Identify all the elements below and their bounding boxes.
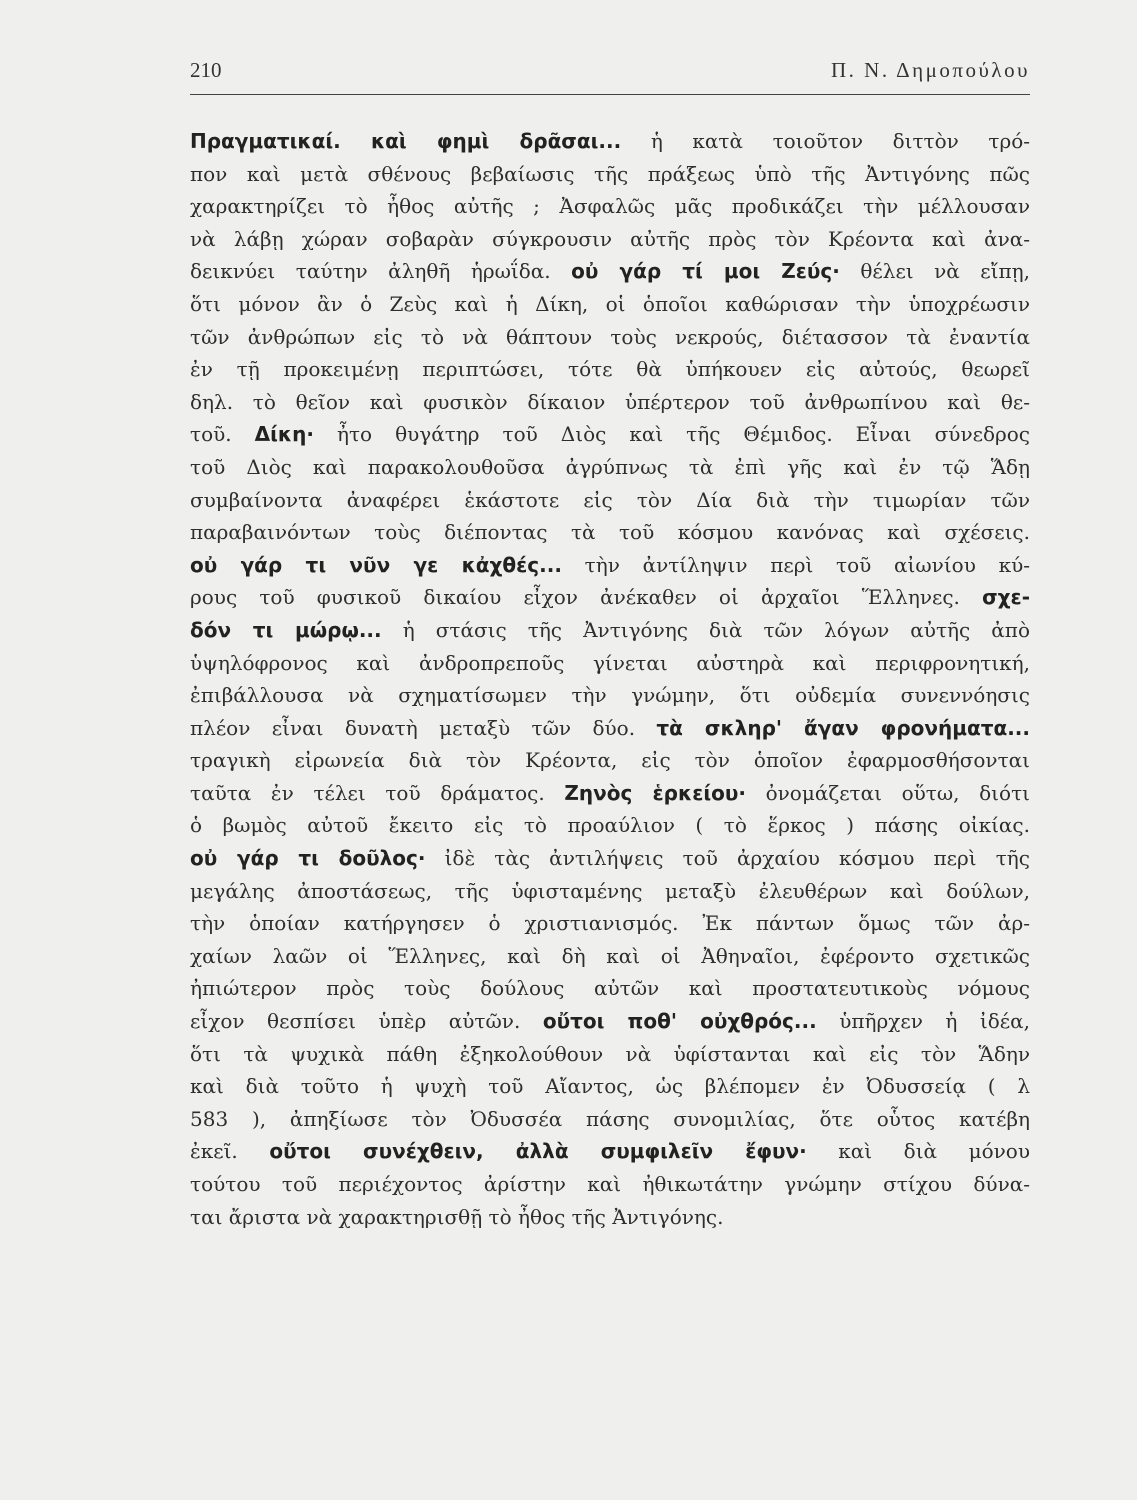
- text-line: [190, 549, 1030, 582]
- commentary-text: τούτου τοῦ περιέχοντος ἀρίστην καὶ ἠθικωτάτην γνώμην στίχου δύνα-: [190, 1172, 1030, 1196]
- commentary-text: μεγάλης ἀποστάσεως, τῆς ὑφισταμένης μεταξὺ ἐλευθέρων καὶ δούλων,: [190, 878, 1030, 903]
- text-line: [190, 581, 1030, 614]
- text-line: [190, 777, 1030, 810]
- lemma-bold: σχε-: [982, 585, 1030, 610]
- text-line: [190, 1070, 1030, 1103]
- text-line: [190, 842, 1030, 875]
- commentary-text: ὅτι μόνον ἂν ὁ Ζεὺς καὶ ἡ Δίκη, οἱ ὁποῖοι καθώρισαν τὴν ὑποχρέωσιν: [190, 291, 1030, 316]
- text-line: [190, 451, 1030, 484]
- commentary-text: ἐν τῇ προκειμένῃ περιπτώσει, τότε θὰ ὑπήκουεν εἰς αὐτούς, θεωρεῖ: [190, 357, 1030, 382]
- text-line: [190, 1201, 1030, 1234]
- commentary-text: ρους τοῦ φυσικοῦ δικαίου εἶχον ἀνέκαθεν οἱ ἀρχαῖοι Ἕλληνες.: [190, 585, 983, 610]
- text-line: [190, 1135, 1030, 1168]
- commentary-text: τῶν ἀνθρώπων εἰς τὸ νὰ θάπτουν τοὺς νεκρούς, διέτασσον τὰ ἐναντία: [190, 324, 1030, 349]
- commentary-text: πον καὶ μετὰ σθένους βεβαίωσις τῆς πράξεως ὑπὸ τῆς Ἀντιγόνης πῶς: [190, 161, 1030, 186]
- header-rule: [190, 94, 1030, 95]
- lemma-bold: Ζηνὸς ἑρκείου·: [564, 780, 746, 805]
- commentary-text: καὶ διὰ μόνου: [806, 1139, 1030, 1164]
- text-line: [190, 386, 1030, 419]
- text-line: [190, 353, 1030, 386]
- commentary-text: ὁ βωμὸς αὐτοῦ ἔκειτο εἰς τὸ προαύλιον ( τὸ ἕρκος ) πάσης οἰκίας.: [190, 813, 1030, 838]
- commentary-text: ἐκεῖ.: [190, 1139, 270, 1164]
- commentary-text: ἡ στάσις τῆς Ἀντιγόνης διὰ τῶν λόγων αὐτῆς ἀπὸ: [381, 617, 1030, 642]
- text-line: [190, 125, 1030, 158]
- page-header: [190, 58, 1030, 90]
- lemma-bold: οὐ γάρ τί μοι Ζεύς·: [571, 259, 840, 284]
- commentary-text: 583 ), ἀπηξίωσε τὸν Ὀδυσσέα πάσης συνομιλίας, ὅτε οὗτος κατέβη: [190, 1106, 1030, 1131]
- commentary-text: χαρακτηρίζει τὸ ἦθος αὐτῆς ; Ἀσφαλῶς μᾶς προδικάζει τὴν μέλλουσαν: [190, 194, 1030, 219]
- commentary-text: ὑψηλόφρονος καὶ ἀνδροπρεποῦς γίνεται αὐστηρὰ καὶ περιφρονητική,: [190, 650, 1030, 675]
- text-line: [190, 1103, 1030, 1136]
- text-line: [190, 712, 1030, 745]
- commentary-text: δεικνύει ταύτην ἀληθῆ ἡρωΐδα.: [190, 259, 572, 284]
- text-line: [190, 1005, 1030, 1038]
- text-line: [190, 418, 1030, 451]
- commentary-text: ἐπιβάλλουσα νὰ σχηματίσωμεν τὴν γνώμην, ὅτι οὐδεμία συνεννόησις: [190, 683, 1030, 708]
- lemma-bold: Πραγματικαί. καὶ φημὶ δρᾶσαι...: [190, 129, 622, 153]
- lemma-bold: οὔτοι ποθ' οὐχθρός...: [542, 1009, 817, 1034]
- lemma-bold: οὐ γάρ τι δοῦλος·: [190, 846, 426, 871]
- commentary-text: θέλει νὰ εἴπῃ,: [839, 259, 1030, 284]
- commentary-text: ἦτο θυγάτηρ τοῦ Διὸς καὶ τῆς Θέμιδος. Εἶναι σύνεδρος: [313, 422, 1031, 447]
- lemma-bold: οὔτοι συνέχθειν, ἀλλὰ συμφιλεῖν ἔφυν·: [269, 1139, 807, 1164]
- lemma-bold: οὐ γάρ τι νῦν γε κἀχθές...: [190, 552, 562, 577]
- text-line: [190, 875, 1030, 908]
- text-line: [190, 614, 1030, 647]
- commentary-text: ται ἄριστα νὰ χαρακτηρισθῇ τὸ ἦθος τῆς Ἀντιγόνης.: [190, 1204, 724, 1229]
- commentary-text: πλέον εἶναι δυνατὴ μεταξὺ τῶν δύο.: [190, 715, 657, 740]
- text-line: [190, 809, 1030, 842]
- commentary-text: τραγικὴ εἰρωνεία διὰ τὸν Κρέοντα, εἰς τὸν ὁποῖον ἐφαρμοσθήσονται: [190, 748, 1030, 773]
- lemma-bold: Δίκη·: [254, 422, 314, 447]
- text-line: [190, 516, 1030, 549]
- text-line: [190, 972, 1030, 1005]
- commentary-text: τὴν ὁποίαν κατήργησεν ὁ χριστιανισμός. Ἐκ πάντων ὅμως τῶν ἀρ-: [190, 911, 1030, 936]
- commentary-text: τὴν ἀντίληψιν περὶ τοῦ αἰωνίου κύ-: [561, 552, 1030, 577]
- text-line: [190, 484, 1030, 517]
- commentary-text: συμβαίνοντα ἀναφέρει ἑκάστοτε εἰς τὸν Δία διὰ τὴν τιμωρίαν τῶν: [190, 487, 1030, 512]
- lemma-bold: τὰ σκληρ' ἄγαν φρονήματα...: [656, 715, 1030, 740]
- text-line: [190, 288, 1030, 321]
- running-head: Π. Ν. Δημοπούλου: [831, 58, 1030, 82]
- text-line: [190, 321, 1030, 354]
- commentary-text: νὰ λάβῃ χώραν σοβαρὰν σύγκρουσιν αὐτῆς πρὸς τὸν Κρέοντα καὶ ἀνα-: [190, 226, 1030, 251]
- commentary-text: τοῦ Διὸς καὶ παρακολουθοῦσα ἀγρύπνως τὰ ἐπὶ γῆς καὶ ἐν τῷ Ἅδῃ: [190, 454, 1030, 479]
- commentary-text: εἶχον θεσπίσει ὑπὲρ αὐτῶν.: [190, 1009, 543, 1034]
- lemma-bold: δόν τι μώρῳ...: [190, 617, 382, 642]
- commentary-text: παραβαινόντων τοὺς διέποντας τὰ τοῦ κόσμου κανόνας καὶ σχέσεις.: [190, 520, 1030, 545]
- text-line: [190, 744, 1030, 777]
- commentary-text: τοῦ.: [190, 422, 255, 447]
- commentary-text: ἰδὲ τὰς ἀντιλήψεις τοῦ ἀρχαίου κόσμου περὶ τῆς: [425, 846, 1030, 871]
- text-line: [190, 190, 1030, 223]
- text-line: [190, 907, 1030, 940]
- body-text: [190, 125, 1030, 1233]
- commentary-text: χαίων λαῶν οἱ Ἕλληνες, καὶ δὴ καὶ οἱ Ἀθηναῖοι, ἐφέροντο σχετικῶς: [190, 943, 1030, 968]
- text-line: [190, 223, 1030, 256]
- text-line: [190, 940, 1030, 973]
- text-line: [190, 679, 1030, 712]
- text-line: [190, 647, 1030, 680]
- commentary-text: ὑπῆρχεν ἡ ἰδέα,: [816, 1009, 1031, 1034]
- text-line: [190, 255, 1030, 288]
- commentary-text: ταῦτα ἐν τέλει τοῦ δράματος.: [190, 780, 565, 805]
- text-line: [190, 1038, 1030, 1071]
- text-line: [190, 158, 1030, 191]
- commentary-text: ὅτι τὰ ψυχικὰ πάθη ἐξηκολούθουν νὰ ὑφίστανται καὶ εἰς τὸν Ἅδην: [190, 1041, 1030, 1066]
- page-number: 210: [190, 58, 222, 82]
- commentary-text: καὶ διὰ τοῦτο ἡ ψυχὴ τοῦ Αἴαντος, ὡς βλέπομεν ἐν Ὀδυσσείᾳ ( λ: [190, 1074, 1030, 1099]
- commentary-text: ἡ κατὰ τοιοῦτον διττὸν τρό-: [621, 129, 1030, 153]
- text-line: [190, 1168, 1030, 1201]
- commentary-text: ὀνομάζεται οὕτω, διότι: [745, 780, 1030, 805]
- commentary-text: δηλ. τὸ θεῖον καὶ φυσικὸν δίκαιον ὑπέρτερον τοῦ ἀνθρωπίνου καὶ θε-: [190, 389, 1030, 414]
- commentary-text: ἠπιώτερον πρὸς τοὺς δούλους αὐτῶν καὶ προστατευτικοὺς νόμους: [190, 976, 1030, 1001]
